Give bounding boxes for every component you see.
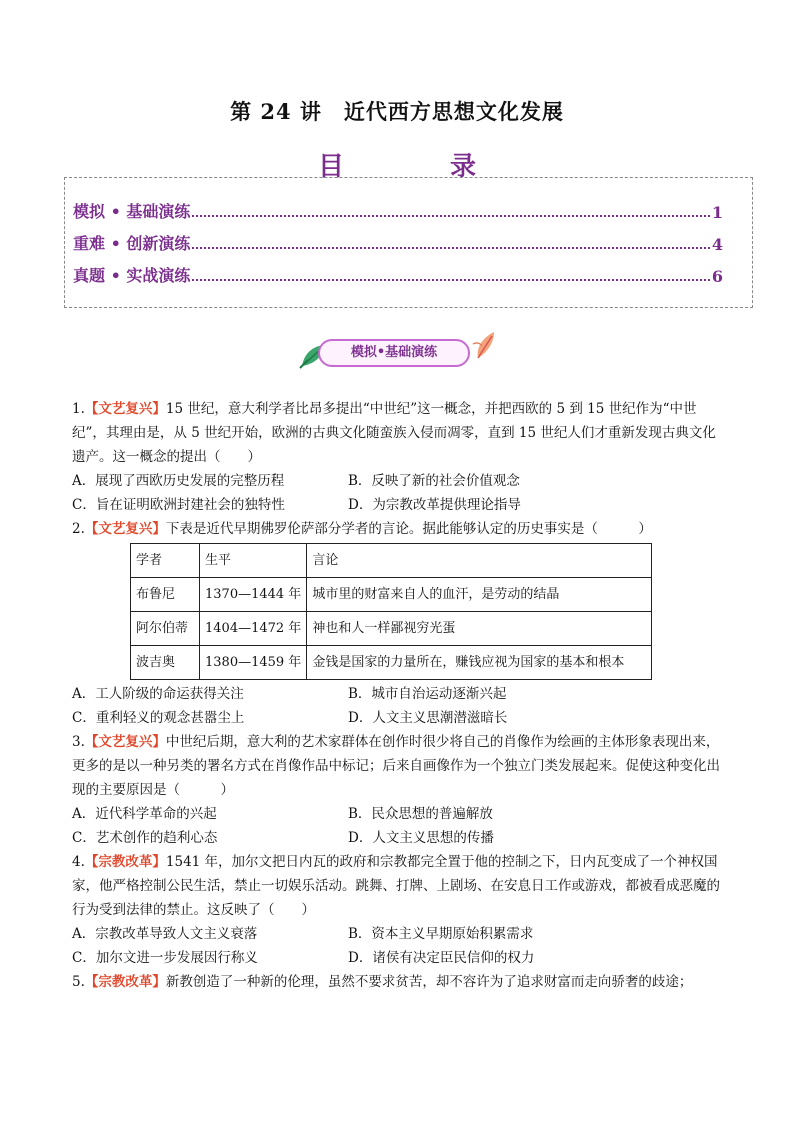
toc-item-label: 真题 • 实战演练: [73, 266, 191, 285]
table-cell: 1404—1472 年: [200, 612, 307, 646]
option-d[interactable]: D．人文主义思潮潜滋暗长: [348, 710, 508, 726]
option-c[interactable]: C．艺术创作的趋利心态: [72, 830, 218, 846]
question-number: 3.: [72, 734, 85, 750]
question-3: [72, 730, 728, 802]
question-number: 5.: [72, 974, 85, 990]
question-1: [72, 397, 728, 469]
question-number: 4.: [72, 854, 85, 870]
toc-item[interactable]: [73, 200, 723, 222]
table-cell: 神也和人一样鄙视穷光蛋: [307, 612, 652, 646]
option-d[interactable]: D．为宗教改革提供理论指导: [348, 497, 521, 513]
table-of-contents: [64, 177, 753, 308]
question-tag: 【文艺复兴】: [84, 401, 166, 417]
table-cell: 1380—1459 年: [200, 646, 307, 680]
question-3-options: [72, 802, 728, 850]
question-4-options: [72, 922, 728, 970]
question-tag: 【宗教改革】: [84, 854, 166, 870]
toc-leader-dots: [192, 246, 709, 249]
option-a[interactable]: A．近代科学革命的兴起: [72, 806, 217, 822]
option-b[interactable]: B．反映了新的社会价值观念: [348, 473, 520, 489]
toc-item-page: 1: [711, 203, 723, 222]
question-stem: 中世纪后期，意大利的艺术家群体在创作时很少将自己的肖像作为绘画的主体形象表现出来，更多的是以一种另类的署名方式在肖像作品中标记；后来自画像作为一个独立门类发展起来。促使这种变化出现的主要原因是（ ）: [72, 734, 720, 798]
toc-leader-dots: [192, 214, 709, 217]
option-d[interactable]: D．诸侯有决定臣民信仰的权力: [348, 950, 535, 966]
option-a[interactable]: A．展现了西欧历史发展的完整历程: [72, 473, 285, 489]
page-title: 第 24 讲 近代西方思想文化发展: [230, 99, 564, 124]
option-c[interactable]: C．旨在证明欧洲封建社会的独特性: [72, 497, 285, 513]
option-c[interactable]: C．加尔文进一步发展因行称义: [72, 950, 258, 966]
scholars-table: [130, 543, 652, 680]
section-badge-label: 模拟•基础演练: [318, 339, 470, 367]
table-cell: 阿尔伯蒂: [131, 612, 200, 646]
option-b[interactable]: B．民众思想的普遍解放: [348, 806, 493, 822]
question-2: [72, 517, 728, 541]
option-d[interactable]: D．人文主义思想的传播: [348, 830, 494, 846]
question-stem: 新教创造了一种新的伦理，虽然不要求贫苦，却不容许为了追求财富而走向骄奢的歧途；: [165, 974, 693, 990]
toc-leader-dots: [192, 278, 709, 281]
toc-item[interactable]: [73, 264, 723, 286]
feather-icon: [470, 330, 498, 360]
table-cell: 布鲁尼: [131, 578, 200, 612]
table-row: [131, 612, 652, 646]
table-cell: 金钱是国家的力量所在，赚钱应视为国家的基本和根本: [307, 646, 652, 680]
table-cell: 波吉奥: [131, 646, 200, 680]
question-tag: 【文艺复兴】: [84, 521, 166, 537]
question-list: [72, 397, 728, 994]
option-b[interactable]: B．资本主义早期原始积累需求: [348, 926, 534, 942]
table-header-cell: 生平: [200, 544, 307, 578]
question-5: [72, 970, 728, 994]
question-tag: 【文艺复兴】: [84, 734, 166, 750]
question-stem: 15 世纪，意大利学者比昂多提出“中世纪”这一概念，并把西欧的 5 到 15 世纪作为“中世纪”，其理由是，从 5 世纪开始，欧洲的古典文化随蛮族入侵而凋零，直到 15 世纪人们才重新发现古典文化遗产。这一概念的提出（ ）: [72, 401, 716, 465]
toc-item[interactable]: [73, 232, 723, 254]
question-stem: 下表是近代早期佛罗伦萨部分学者的言论。据此能够认定的历史事实是（ ）: [165, 521, 652, 537]
toc-item-page: 4: [711, 235, 723, 254]
question-tag: 【宗教改革】: [84, 974, 166, 990]
option-b[interactable]: B．城市自治运动逐渐兴起: [348, 686, 507, 702]
toc-heading: 目 录: [317, 152, 516, 182]
table-header-cell: 学者: [131, 544, 200, 578]
toc-item-label: 重难 • 创新演练: [73, 234, 191, 253]
question-number: 1.: [72, 401, 85, 417]
option-c[interactable]: C．重利轻义的观念甚嚣尘上: [72, 710, 245, 726]
question-4: [72, 850, 728, 922]
table-header-row: [131, 544, 652, 578]
table-header-cell: 言论: [307, 544, 652, 578]
question-number: 2.: [72, 521, 85, 537]
question-1-options: [72, 469, 728, 517]
option-a[interactable]: A．宗教改革导致人文主义衰落: [72, 926, 258, 942]
toc-item-page: 6: [711, 267, 723, 286]
table-row: [131, 646, 652, 680]
table-row: [131, 578, 652, 612]
question-2-options: [72, 682, 728, 730]
section-badge: [298, 330, 498, 378]
table-cell: 1370—1444 年: [200, 578, 307, 612]
option-a[interactable]: A．工人阶级的命运获得关注: [72, 686, 244, 702]
question-stem: 1541 年，加尔文把日内瓦的政府和宗教都完全置于他的控制之下，日内瓦变成了一个神权国家，他严格控制公民生活，禁止一切娱乐活动。跳舞、打牌、上剧场、在安息日工作或游戏，都被看成恶魔的行为受到法律的禁止。这反映了（ ）: [72, 854, 720, 918]
toc-item-label: 模拟 • 基础演练: [73, 202, 191, 221]
table-cell: 城市里的财富来自人的血汗，是劳动的结晶: [307, 578, 652, 612]
